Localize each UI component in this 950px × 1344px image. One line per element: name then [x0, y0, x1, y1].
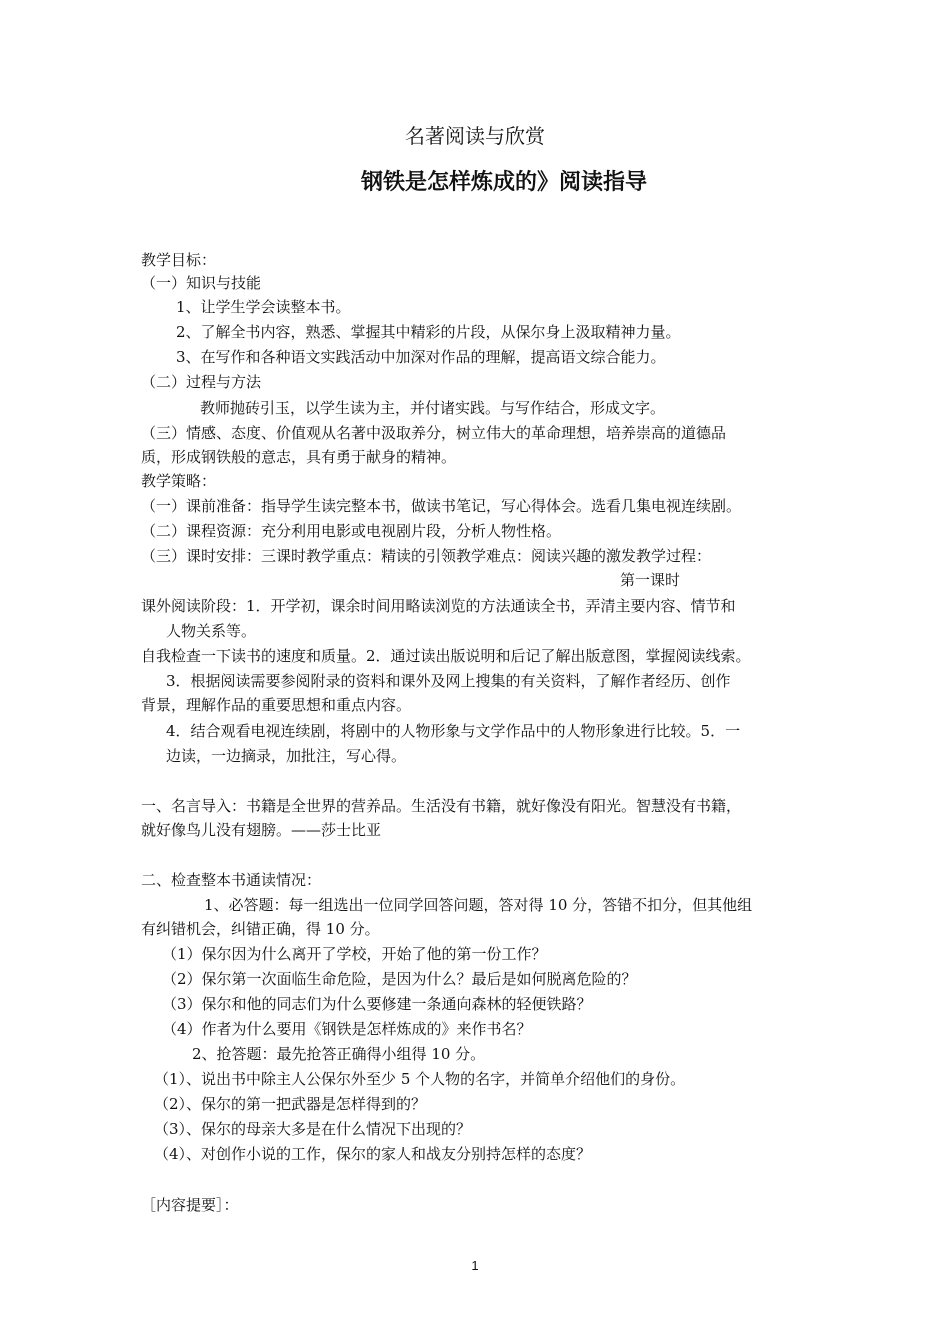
text-line: 课外阅读阶段：1．开学初，课余时间用略读浏览的方法通读全书，弄清主要内容、情节和	[141, 597, 736, 615]
text-line: 2、抢答题：最先抢答正确得小组得 10 分。	[192, 1045, 486, 1063]
text-line: 就好像鸟儿没有翅膀。——莎士比亚	[141, 821, 382, 839]
question-item: （1）保尔因为什么离开了学校，开始了他的第一份工作？	[162, 945, 547, 963]
text-line: （二）过程与方法	[141, 373, 262, 391]
text-line: （三）课时安排：三课时教学重点：精读的引领教学难点：阅读兴趣的激发教学过程：	[141, 547, 712, 565]
text-line: 教师抛砖引玉，以学生读为主，并付诸实践。与写作结合，形成文字。	[200, 399, 666, 417]
question-item: （4）、对创作小说的工作，保尔的家人和战友分别持怎样的态度？	[154, 1145, 592, 1163]
text-line: 教学目标：	[141, 251, 217, 269]
question-item: （1）、说出书中除主人公保尔外至少 5 个人物的名字，并简单介绍他们的身份。	[154, 1070, 686, 1088]
question-item: （3）、保尔的母亲大多是在什么情况下出现的？	[154, 1120, 472, 1138]
text-line: 背景，理解作品的重要思想和重点内容。	[141, 696, 412, 714]
text-line: 边读，一边摘录，加批注，写心得。	[166, 747, 407, 765]
text-line: 一、名言导入：书籍是全世界的营养品。生活没有书籍，就好像没有阳光。智慧没有书籍，	[141, 797, 742, 815]
document-title: 名著阅读与欣赏	[405, 124, 545, 148]
text-line: 教学策略：	[141, 472, 217, 490]
text-line: 4．结合观看电视连续剧，将剧中的人物形象与文学作品中的人物形象进行比较。5．一	[166, 722, 741, 740]
text-line: 1、让学生学会读整本书。	[176, 298, 351, 316]
page-number: 1	[471, 1258, 479, 1273]
document-subtitle: 钢铁是怎样炼成的》阅读指导	[361, 170, 648, 195]
text-line: 1、必答题：每一组选出一位同学回答问题，答对得 10 分，答错不扣分，但其他组	[204, 896, 753, 914]
lesson-heading: 第一课时	[620, 571, 681, 589]
section-heading: ［内容提要］：	[141, 1196, 239, 1214]
text-line: 人物关系等。	[166, 622, 257, 640]
text-line: 3．根据阅读需要参阅附录的资料和课外及网上搜集的有关资料，了解作者经历、创作	[166, 672, 731, 690]
text-line: 3、在写作和各种语文实践活动中加深对作品的理解，提高语文综合能力。	[176, 348, 666, 366]
text-line: （二）课程资源：充分利用电影或电视剧片段，分析人物性格。	[141, 522, 562, 540]
question-item: （2）、保尔的第一把武器是怎样得到的？	[154, 1095, 427, 1113]
section-heading: 二、检查整本书通读情况：	[141, 871, 322, 889]
text-line: （三）情感、态度、价值观从名著中汲取养分，树立伟大的革命理想，培养崇高的道德品	[141, 424, 727, 442]
question-item: （3）保尔和他的同志们为什么要修建一条通向森林的轻便铁路？	[162, 995, 592, 1013]
text-line: （一）课前准备：指导学生读完整本书，做读书笔记，写心得体会。选看几集电视连续剧。	[141, 497, 742, 515]
question-item: （4）作者为什么要用《钢铁是怎样炼成的》来作书名？	[162, 1020, 532, 1038]
text-line: （一）知识与技能	[141, 274, 262, 292]
text-line: 有纠错机会，纠错正确，得 10 分。	[141, 920, 380, 938]
text-line: 自我检查一下读书的速度和质量。2．通过读出版说明和后记了解出版意图，掌握阅读线索。	[141, 647, 751, 665]
question-item: （2）保尔第一次面临生命危险，是因为什么？最后是如何脱离危险的？	[162, 970, 637, 988]
text-line: 2、了解全书内容，熟悉、掌握其中精彩的片段，从保尔身上汲取精神力量。	[176, 323, 681, 341]
text-line: 质，形成钢铁般的意志，具有勇于献身的精神。	[141, 448, 457, 466]
